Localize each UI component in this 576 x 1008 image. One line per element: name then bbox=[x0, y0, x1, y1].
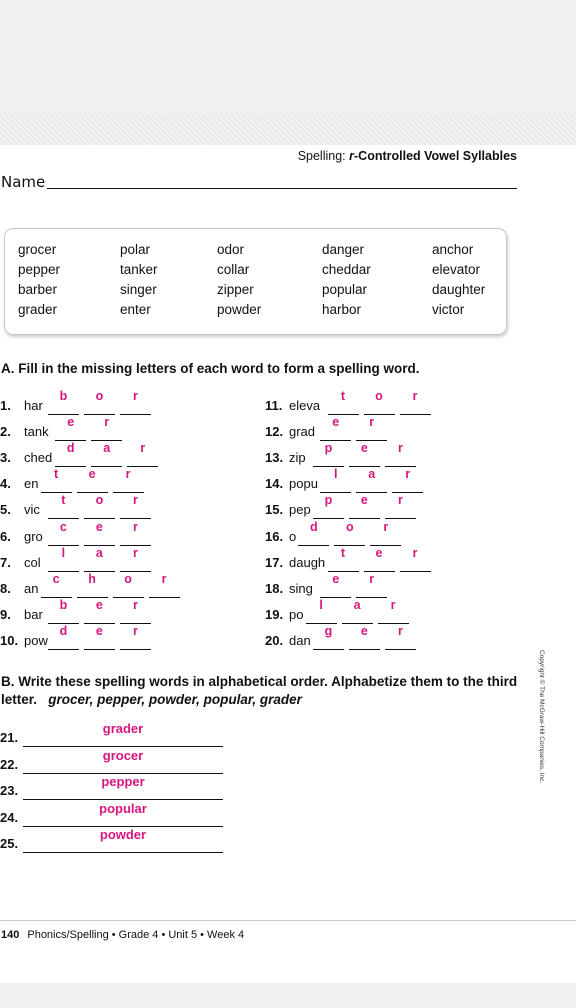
filled-letter: r bbox=[397, 623, 403, 638]
word-stem: en bbox=[24, 476, 39, 492]
letter-blank[interactable] bbox=[385, 493, 416, 519]
word-box-word: pepper bbox=[18, 262, 61, 277]
word-stem: po bbox=[289, 606, 304, 622]
letter-blank[interactable] bbox=[77, 467, 108, 493]
word-stem: bar bbox=[24, 606, 43, 622]
filled-letter: t bbox=[340, 545, 346, 560]
letter-blank[interactable] bbox=[48, 389, 79, 415]
letter-blank[interactable] bbox=[55, 441, 86, 467]
filled-letter: h bbox=[88, 571, 96, 586]
filled-letter: a bbox=[95, 545, 103, 560]
worksheet-page bbox=[0, 115, 576, 983]
word-box-word: harbor bbox=[322, 302, 362, 317]
letter-blank[interactable] bbox=[334, 519, 365, 546]
letter-blank[interactable] bbox=[48, 597, 79, 624]
word-box-word: collar bbox=[217, 262, 250, 277]
written-answer: grader bbox=[102, 721, 144, 736]
filled-letter: r bbox=[132, 519, 138, 534]
answer-line[interactable] bbox=[23, 774, 223, 800]
answer-line[interactable] bbox=[23, 721, 223, 747]
filled-letter: e bbox=[95, 519, 103, 534]
item-number: 4. bbox=[0, 476, 11, 492]
page-number: 140 bbox=[1, 929, 20, 941]
word-stem: vic bbox=[24, 502, 40, 518]
word-stem: o bbox=[289, 528, 297, 544]
item-number: 16. bbox=[265, 528, 284, 544]
letter-blank[interactable] bbox=[84, 519, 115, 546]
filled-letter: e bbox=[88, 467, 96, 482]
item-number: 15. bbox=[265, 502, 284, 518]
letter-blank[interactable] bbox=[313, 493, 344, 519]
letter-blank[interactable] bbox=[364, 389, 395, 415]
letter-blank[interactable] bbox=[48, 623, 79, 650]
word-box-word: victor bbox=[432, 302, 465, 317]
fill-in-item bbox=[265, 389, 515, 420]
item-number: 2. bbox=[0, 424, 11, 440]
letter-blank[interactable] bbox=[356, 415, 387, 441]
filled-letter: o bbox=[95, 389, 104, 403]
letter-blank[interactable] bbox=[48, 545, 79, 572]
filled-letter: o bbox=[95, 493, 104, 508]
filled-letter: e bbox=[360, 493, 368, 508]
word-stem: tank bbox=[24, 424, 49, 440]
letter-blank[interactable] bbox=[84, 623, 115, 650]
item-number: 14. bbox=[265, 476, 284, 492]
filled-letter: b bbox=[59, 389, 68, 403]
word-stem: har bbox=[24, 398, 43, 413]
letter-blank[interactable] bbox=[113, 467, 144, 493]
item-number: 21. bbox=[0, 730, 19, 745]
filled-letter: r bbox=[383, 519, 389, 534]
letter-blank[interactable] bbox=[41, 467, 72, 493]
word-stem: an bbox=[24, 580, 39, 596]
letter-blank[interactable] bbox=[349, 493, 380, 519]
item-number: 19. bbox=[265, 606, 284, 622]
letter-blank[interactable] bbox=[149, 571, 180, 598]
filled-letter: r bbox=[161, 571, 167, 586]
word-box-word: elevator bbox=[432, 262, 481, 277]
word-box-word: enter bbox=[120, 302, 151, 317]
filled-letter: r bbox=[405, 467, 411, 482]
letter-blank[interactable] bbox=[77, 571, 108, 598]
filled-letter: r bbox=[397, 441, 403, 456]
item-number: 7. bbox=[0, 554, 11, 570]
filled-letter: r bbox=[369, 415, 375, 430]
filled-letter: d bbox=[309, 519, 318, 534]
spelling-word-box bbox=[4, 228, 507, 335]
fill-in-item bbox=[0, 623, 250, 655]
fill-in-item bbox=[0, 415, 250, 446]
filled-letter: a bbox=[353, 597, 361, 612]
word-box-word: danger bbox=[322, 242, 365, 257]
letter-blank[interactable] bbox=[392, 467, 423, 493]
filled-letter: l bbox=[333, 467, 338, 482]
written-answer: grocer bbox=[102, 747, 144, 763]
filled-letter: e bbox=[95, 597, 103, 612]
letter-blank[interactable] bbox=[48, 493, 79, 519]
letter-blank[interactable] bbox=[298, 519, 329, 546]
word-stem: pow bbox=[24, 632, 48, 648]
letter-blank[interactable] bbox=[400, 545, 431, 572]
filled-letter: r bbox=[132, 389, 138, 403]
letter-blank[interactable] bbox=[320, 571, 351, 598]
filled-letter: c bbox=[59, 519, 67, 534]
letter-blank[interactable] bbox=[349, 441, 380, 467]
filled-letter: r bbox=[390, 597, 396, 612]
section-a-instructions: A. Fill in the missing letters of each word to form a spelling word. bbox=[1, 361, 420, 376]
letter-blank[interactable] bbox=[364, 545, 395, 572]
filled-letter: r bbox=[412, 389, 418, 403]
word-box-word: zipper bbox=[217, 282, 254, 297]
word-stem: dan bbox=[289, 632, 311, 648]
word-box-word: grader bbox=[18, 302, 58, 317]
item-number: 1. bbox=[0, 398, 11, 413]
fill-in-item bbox=[265, 623, 515, 655]
word-box-word: anchor bbox=[432, 242, 474, 257]
filled-letter: r bbox=[412, 545, 418, 560]
written-answer: pepper bbox=[101, 774, 145, 789]
footer-divider bbox=[0, 920, 576, 921]
filled-letter: e bbox=[332, 571, 340, 586]
item-number: 17. bbox=[265, 554, 284, 570]
word-box-word: powder bbox=[217, 302, 262, 317]
letter-blank[interactable] bbox=[120, 519, 151, 546]
letter-blank[interactable] bbox=[55, 415, 86, 441]
filled-letter: t bbox=[340, 389, 346, 403]
item-number: 18. bbox=[265, 580, 284, 596]
filled-letter: o bbox=[345, 519, 354, 534]
alphabetical-item bbox=[0, 827, 240, 858]
item-number: 12. bbox=[265, 424, 284, 440]
section-b-instructions: B. Write these spelling words in alphabetical order. Alphabetize them to the third letter. grocer, pepper, powder, popular, grader bbox=[1, 674, 518, 707]
filled-letter: p bbox=[324, 493, 333, 508]
filled-letter: r bbox=[132, 493, 138, 508]
filled-letter: r bbox=[140, 441, 146, 456]
word-box-word: daughter bbox=[432, 282, 486, 297]
header-stripe bbox=[0, 115, 576, 145]
filled-letter: r bbox=[132, 597, 138, 612]
letter-blank[interactable] bbox=[370, 519, 401, 546]
page-title: Spelling: r-Controlled Vowel Syllables bbox=[297, 149, 517, 163]
filled-letter: d bbox=[66, 441, 75, 456]
copyright-notice: Copyright © The McGraw-Hill Companies, Inc. bbox=[538, 650, 545, 784]
answer-line[interactable] bbox=[23, 747, 223, 774]
letter-blank[interactable] bbox=[385, 441, 416, 467]
letter-blank[interactable] bbox=[84, 493, 115, 519]
word-stem: gro bbox=[24, 528, 43, 544]
word-box-word: singer bbox=[120, 282, 157, 297]
letter-blank[interactable] bbox=[320, 415, 351, 441]
filled-letter: g bbox=[324, 623, 333, 638]
fill-in-item bbox=[265, 545, 515, 577]
word-stem: pep bbox=[289, 502, 311, 518]
item-number: 5. bbox=[0, 502, 11, 518]
letter-blank[interactable] bbox=[328, 389, 359, 415]
item-number: 20. bbox=[265, 632, 284, 648]
filled-letter: r bbox=[125, 467, 131, 482]
filled-letter: l bbox=[319, 597, 323, 612]
item-number: 9. bbox=[0, 606, 11, 622]
written-answer: popular bbox=[99, 800, 147, 816]
word-box-word: polar bbox=[120, 242, 151, 257]
filled-letter: e bbox=[360, 441, 368, 456]
letter-blank[interactable] bbox=[378, 597, 409, 624]
letter-blank[interactable] bbox=[48, 519, 79, 546]
fill-in-item bbox=[265, 441, 515, 472]
filled-letter: r bbox=[369, 571, 375, 586]
word-box-word: popular bbox=[322, 282, 368, 297]
filled-letter: e bbox=[375, 545, 383, 560]
word-box-word: barber bbox=[18, 282, 58, 297]
word-stem: zip bbox=[289, 450, 306, 466]
word-stem: daugh bbox=[289, 554, 326, 570]
word-stem: grad bbox=[289, 424, 316, 440]
letter-blank[interactable] bbox=[120, 545, 151, 572]
letter-blank[interactable] bbox=[320, 467, 351, 493]
letter-blank[interactable] bbox=[113, 571, 144, 598]
filled-letter: c bbox=[52, 571, 60, 586]
letter-blank[interactable] bbox=[91, 415, 122, 441]
item-number: 13. bbox=[265, 450, 284, 466]
item-number: 8. bbox=[0, 580, 11, 596]
filled-letter: r bbox=[104, 415, 110, 430]
filled-letter: o bbox=[124, 571, 132, 586]
item-number: 23. bbox=[0, 783, 19, 798]
item-number: 25. bbox=[0, 836, 19, 851]
page-footer bbox=[1, 929, 244, 941]
letter-blank[interactable] bbox=[356, 571, 387, 598]
letter-blank[interactable] bbox=[41, 571, 72, 598]
letter-blank[interactable] bbox=[120, 597, 151, 624]
filled-letter: l bbox=[61, 545, 66, 560]
filled-letter: e bbox=[95, 623, 103, 638]
item-number: 3. bbox=[0, 450, 11, 466]
filled-letter: a bbox=[103, 441, 111, 456]
letter-blank[interactable] bbox=[356, 467, 387, 493]
item-number: 11. bbox=[265, 398, 283, 413]
letter-blank[interactable] bbox=[400, 389, 431, 415]
filled-letter: a bbox=[368, 467, 376, 482]
filled-letter: e bbox=[67, 415, 75, 430]
word-stem: sing bbox=[289, 580, 313, 596]
letter-blank[interactable] bbox=[328, 545, 359, 572]
letter-blank[interactable] bbox=[306, 597, 337, 624]
letter-blank[interactable] bbox=[349, 623, 380, 650]
word-stem: popu bbox=[289, 476, 318, 492]
word-stem: eleva bbox=[289, 398, 321, 413]
letter-blank[interactable] bbox=[313, 623, 344, 650]
filled-letter: d bbox=[59, 623, 68, 638]
item-number: 24. bbox=[0, 809, 19, 825]
word-stem: ched bbox=[24, 450, 53, 466]
item-number: 10. bbox=[0, 632, 19, 648]
footer-text: Phonics/Spelling • Grade 4 • Unit 5 • Week 4 bbox=[27, 929, 245, 941]
letter-blank[interactable] bbox=[342, 597, 373, 624]
written-answer: powder bbox=[99, 827, 147, 842]
word-box-word: cheddar bbox=[322, 262, 371, 277]
filled-letter: t bbox=[61, 493, 66, 508]
letter-blank[interactable] bbox=[84, 597, 115, 624]
filled-letter: o bbox=[375, 389, 383, 403]
letter-blank[interactable] bbox=[91, 441, 122, 467]
word-box-word: odor bbox=[217, 242, 245, 257]
fill-in-item bbox=[0, 389, 250, 420]
filled-letter: b bbox=[59, 597, 68, 612]
answer-line[interactable] bbox=[23, 800, 223, 827]
letter-blank[interactable] bbox=[127, 441, 158, 467]
letter-blank[interactable] bbox=[84, 389, 115, 415]
letter-blank[interactable] bbox=[385, 623, 416, 650]
word-stem: col bbox=[24, 554, 41, 570]
filled-letter: e bbox=[332, 415, 340, 430]
letter-blank[interactable] bbox=[84, 545, 115, 572]
filled-letter: p bbox=[324, 441, 333, 456]
filled-letter: r bbox=[132, 623, 138, 638]
item-number: 6. bbox=[0, 528, 11, 544]
filled-letter: e bbox=[360, 623, 368, 638]
word-box-word: grocer bbox=[18, 242, 57, 257]
filled-letter: t bbox=[54, 467, 59, 482]
filled-letter: r bbox=[397, 493, 403, 508]
filled-letter: r bbox=[132, 545, 138, 560]
item-number: 22. bbox=[0, 756, 19, 772]
answer-line[interactable] bbox=[23, 827, 223, 853]
letter-blank[interactable] bbox=[313, 441, 344, 467]
letter-blank[interactable] bbox=[120, 389, 151, 415]
letter-blank[interactable] bbox=[120, 623, 151, 650]
name-label: Name bbox=[1, 173, 46, 191]
word-box-word: tanker bbox=[120, 262, 158, 277]
name-field[interactable] bbox=[47, 188, 517, 189]
letter-blank[interactable] bbox=[120, 493, 151, 519]
